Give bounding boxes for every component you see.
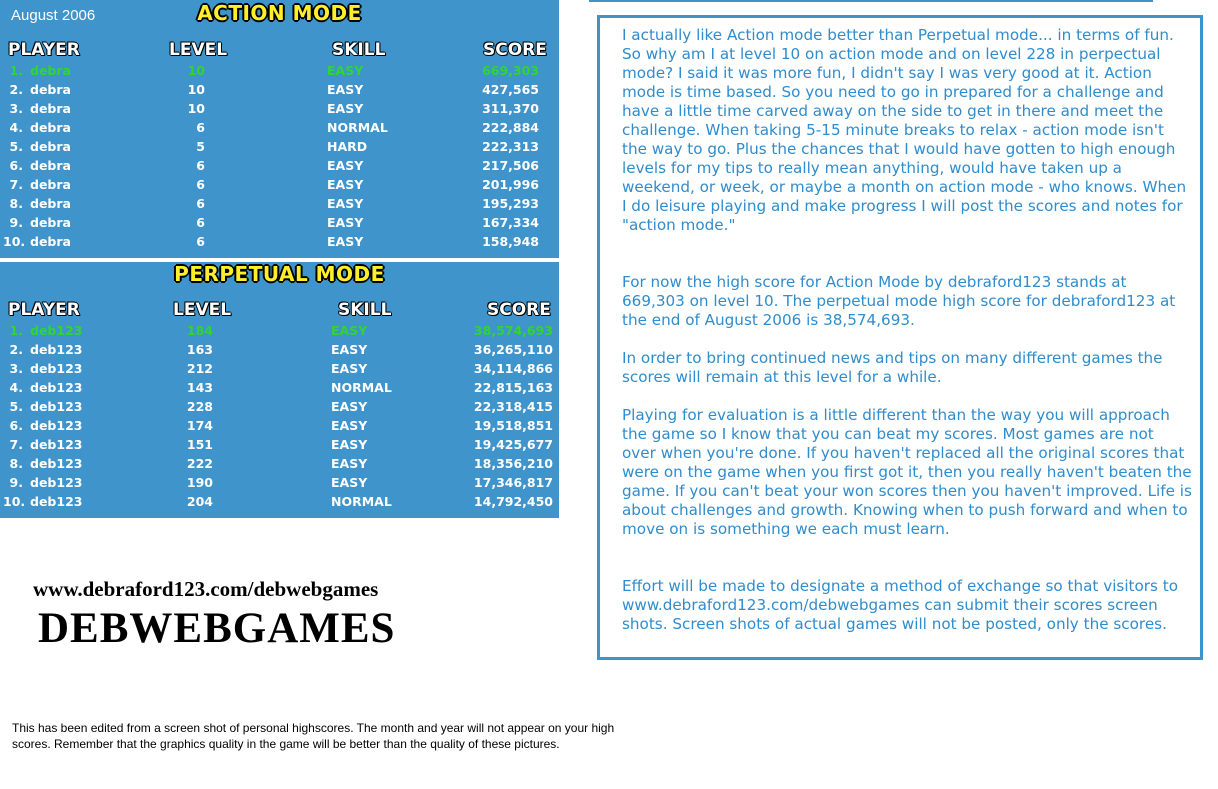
cell-player: debra (30, 215, 71, 230)
cell-level: 10 (187, 82, 205, 97)
cell-skill: EASY (327, 196, 364, 211)
table-row (0, 456, 559, 475)
cell-level: 228 (186, 399, 213, 414)
cell-player: deb123 (30, 323, 83, 338)
cell-rank: 1. (9, 63, 23, 78)
cell-player: deb123 (30, 437, 83, 452)
cell-level: 204 (186, 494, 213, 509)
action-mode-panel (0, 0, 559, 258)
cell-score: 17,346,817 (473, 475, 553, 490)
cell-rank: 4. (9, 120, 23, 135)
table-row (0, 323, 559, 342)
cell-skill: NORMAL (327, 120, 388, 135)
table-row (0, 475, 559, 494)
cell-rank: 9. (9, 215, 23, 230)
site-url: www.debraford123.com/debwebgames (33, 577, 379, 601)
cell-level: 6 (196, 234, 205, 249)
paragraph-1: I actually like Action mode better than Perpetual mode... in terms of fun. So why am I at level 10 on action mode and on level 228 in perpectual mode? I said it was more fun, I didn't say I was very good at it. Action mode is time based. So you need to go in prepared for a challenge and have a little time carved away on the side to get in there and meet the challenge. When taking 5-15 minute breaks to relax - action mode isn't the way to go. Plus the chances that I would have gotten to high enough levels for my tips to really mean anything, would have taken up a weekend, or week, or maybe a month on action mode - who knows. When I do leisure playing and make progress I will post the scores and notes for "action mode." (622, 26, 1187, 234)
cell-score: 217,506 (482, 158, 539, 173)
table-row (0, 196, 559, 215)
cell-skill: EASY (331, 456, 368, 471)
perpetual-header-level: LEVEL (173, 300, 232, 320)
cell-level: 184 (186, 323, 213, 338)
cell-rank: 6. (9, 418, 23, 433)
cell-skill: EASY (327, 234, 364, 249)
perpetual-header-player: PLAYER (8, 300, 80, 320)
cell-rank: 8. (9, 196, 23, 211)
cell-skill: EASY (331, 323, 368, 338)
cell-rank: 3. (9, 101, 23, 116)
cell-level: 6 (196, 215, 205, 230)
cell-score: 36,265,110 (473, 342, 553, 357)
cell-player: deb123 (30, 399, 83, 414)
cell-rank: 5. (9, 139, 23, 154)
perpetual-mode-title: PERPETUAL MODE (174, 262, 385, 286)
cell-player: debra (30, 63, 71, 78)
cell-rank: 9. (9, 475, 23, 490)
cell-player: debra (30, 177, 71, 192)
table-row (0, 101, 559, 120)
table-row (0, 342, 559, 361)
footnote: This has been edited from a screen shot of personal highscores. The month and year will not appear on your high scores. Remember that the graphics quality in the game will be better than the quality of these pictures. (12, 721, 615, 751)
cell-rank: 8. (9, 456, 23, 471)
cell-level: 5 (196, 139, 205, 154)
cell-skill: EASY (331, 418, 368, 433)
cell-level: 6 (196, 120, 205, 135)
cell-skill: EASY (327, 177, 364, 192)
table-row (0, 82, 559, 101)
perpetual-header-skill: SKILL (338, 300, 392, 320)
cell-score: 427,565 (482, 82, 539, 97)
cell-rank: 3. (9, 361, 23, 376)
table-row (0, 120, 559, 139)
cell-level: 6 (196, 158, 205, 173)
cell-player: debra (30, 139, 71, 154)
cell-skill: EASY (331, 361, 368, 376)
cell-player: deb123 (30, 494, 83, 509)
cell-level: 143 (186, 380, 213, 395)
cell-score: 201,996 (482, 177, 539, 192)
cell-skill: HARD (327, 139, 368, 154)
action-mode-title: ACTION MODE (197, 1, 362, 25)
cell-score: 14,792,450 (473, 494, 553, 509)
cell-score: 38,574,693 (473, 323, 553, 338)
cell-player: deb123 (30, 380, 83, 395)
cell-score: 22,815,163 (473, 380, 553, 395)
cell-skill: EASY (331, 475, 368, 490)
cell-score: 34,114,866 (473, 361, 553, 376)
table-row (0, 380, 559, 399)
cell-skill: EASY (327, 82, 364, 97)
cell-player: deb123 (30, 418, 83, 433)
action-header-score: SCORE (483, 40, 547, 60)
cell-level: 151 (186, 437, 213, 452)
cell-score: 158,948 (482, 234, 539, 249)
paragraph-3: In order to bring continued news and tips on many different games the scores will remain at this level for a while. (622, 349, 1163, 386)
table-row (0, 177, 559, 196)
perpetual-header-score: SCORE (487, 300, 551, 320)
top-accent-line (589, 0, 1153, 2)
cell-skill: EASY (327, 101, 364, 116)
table-row (0, 215, 559, 234)
cell-player: deb123 (30, 456, 83, 471)
table-row (0, 418, 559, 437)
cell-rank: 5. (9, 399, 23, 414)
cell-rank: 7. (9, 177, 23, 192)
cell-level: 10 (187, 101, 205, 116)
cell-rank: 2. (9, 342, 23, 357)
cell-skill: EASY (331, 342, 368, 357)
cell-score: 195,293 (482, 196, 539, 211)
cell-level: 6 (196, 196, 205, 211)
cell-score: 22,318,415 (473, 399, 553, 414)
cell-rank: 10. (3, 234, 26, 249)
table-row (0, 361, 559, 380)
cell-level: 163 (186, 342, 213, 357)
cell-score: 18,356,210 (473, 456, 553, 471)
cell-score: 311,370 (482, 101, 539, 116)
cell-skill: NORMAL (331, 494, 392, 509)
cell-player: debra (30, 234, 71, 249)
perpetual-mode-panel (0, 262, 559, 518)
cell-skill: EASY (327, 158, 364, 173)
cell-score: 222,313 (482, 139, 539, 154)
brand-logo: DEBWEBGAMES (38, 605, 396, 652)
cell-rank: 10. (3, 494, 26, 509)
table-row (0, 494, 559, 513)
cell-score: 222,884 (482, 120, 539, 135)
table-row (0, 399, 559, 418)
cell-skill: NORMAL (331, 380, 392, 395)
cell-player: debra (30, 82, 71, 97)
cell-score: 167,334 (482, 215, 539, 230)
cell-score: 19,425,677 (473, 437, 553, 452)
month-label: August 2006 (11, 7, 96, 24)
cell-rank: 1. (9, 323, 23, 338)
cell-rank: 4. (9, 380, 23, 395)
cell-skill: EASY (331, 437, 368, 452)
cell-score: 19,518,851 (473, 418, 553, 433)
cell-skill: EASY (327, 63, 364, 78)
cell-player: debra (30, 158, 71, 173)
cell-level: 212 (186, 361, 213, 376)
cell-player: debra (30, 101, 71, 116)
paragraph-4: Playing for evaluation is a little different than the way you will approach the game so I know that you can beat my scores. Most games are not over when you're done. If you haven't replaced all the original scores that were on the game when you first got it, then you really haven't beaten the game. If you can't beat your won scores then you haven't improved. Life is about challenges and growth. Knowing when to push forward and when to move on is something we each must learn. (622, 406, 1192, 538)
cell-score: 669,303 (482, 63, 539, 78)
cell-level: 222 (186, 456, 213, 471)
action-header-skill: SKILL (332, 40, 386, 60)
cell-rank: 7. (9, 437, 23, 452)
table-row (0, 234, 559, 253)
action-header-level: LEVEL (169, 40, 228, 60)
table-row (0, 63, 559, 82)
cell-player: deb123 (30, 342, 83, 357)
cell-player: debra (30, 196, 71, 211)
cell-player: deb123 (30, 361, 83, 376)
cell-level: 6 (196, 177, 205, 192)
cell-rank: 6. (9, 158, 23, 173)
cell-player: deb123 (30, 475, 83, 490)
table-row (0, 139, 559, 158)
cell-level: 10 (187, 63, 205, 78)
cell-skill: EASY (331, 399, 368, 414)
cell-level: 174 (186, 418, 213, 433)
action-header-player: PLAYER (8, 40, 80, 60)
cell-rank: 2. (9, 82, 23, 97)
table-row (0, 158, 559, 177)
table-row (0, 437, 559, 456)
cell-level: 190 (186, 475, 213, 490)
paragraph-5: Effort will be made to designate a method of exchange so that visitors to www.debraford123.com/debwebgames can submit their scores screen shots. Screen shots of actual games will not be posted, only the scores. (622, 577, 1179, 633)
paragraph-2: For now the high score for Action Mode by debraford123 stands at 669,303 on level 10. The perpetual mode high score for debraford123 at the end of August 2006 is 38,574,693. (622, 273, 1176, 329)
cell-player: debra (30, 120, 71, 135)
cell-skill: EASY (327, 215, 364, 230)
